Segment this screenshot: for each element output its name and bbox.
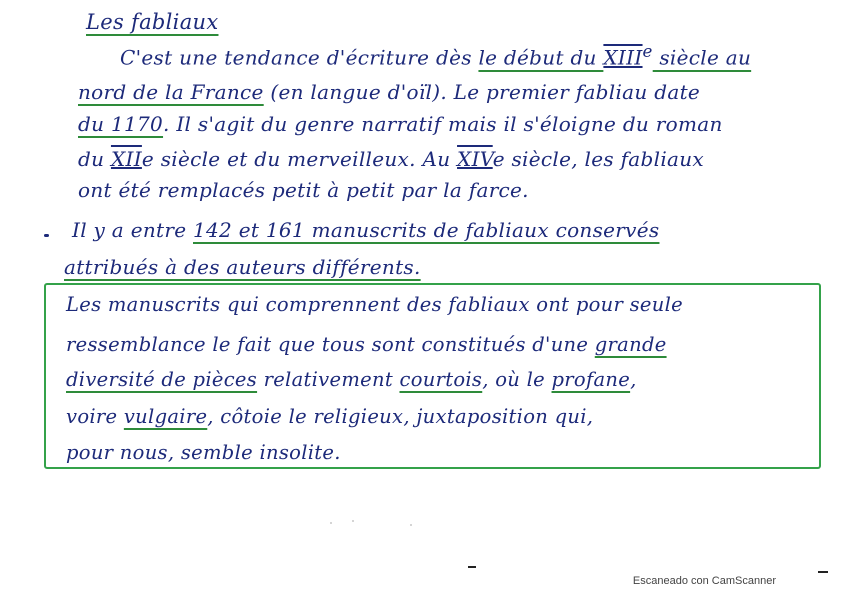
underlined-span: courtois xyxy=(399,368,483,391)
text-span: e siècle et du merveilleux. Au xyxy=(141,147,458,171)
underlined-span: nord de la France xyxy=(78,80,264,104)
underlined-span: le début du xyxy=(478,45,604,70)
text-span: ressemblance le fait que tous sont constitués d'une xyxy=(66,333,595,356)
text-span: . Il s'agit du genre narratif mais il s'éloigne du roman xyxy=(163,112,723,136)
text-line xyxy=(78,147,704,171)
text-span: Les manuscrits qui comprennent des fabliaux ont pour seule xyxy=(66,293,684,316)
text-span: , xyxy=(630,368,637,391)
text-line xyxy=(66,333,667,356)
text-line xyxy=(120,42,751,70)
bullet-dot xyxy=(44,234,49,237)
scan-speck xyxy=(330,522,332,524)
scan-speck xyxy=(410,524,412,526)
roman-numeral: XIII xyxy=(603,45,643,70)
underlined-span: vulgaire xyxy=(123,405,208,428)
text-line xyxy=(78,112,723,136)
text-span: voire xyxy=(66,405,124,428)
title-text: Les fabliaux xyxy=(86,10,219,34)
underlined-span: grande xyxy=(594,333,667,356)
underlined-span: 142 et 161 manuscrits de fabliaux conservés xyxy=(193,218,660,242)
text-line xyxy=(78,178,529,202)
text-span: du xyxy=(78,147,111,171)
underlined-span: diversité de pièces xyxy=(66,368,258,391)
text-span: ont été remplacés petit à petit par la farce. xyxy=(78,178,529,202)
text-line xyxy=(66,368,637,391)
text-line xyxy=(64,255,421,279)
text-line xyxy=(78,80,700,104)
scan-speck xyxy=(352,520,354,522)
text-span: (en langue d'oïl). xyxy=(263,80,454,104)
text-line xyxy=(66,441,341,464)
underlined-span: du 1170 xyxy=(78,112,164,136)
text-span: C'est une tendance d'écriture dès xyxy=(120,45,479,70)
scanner-watermark: Escaneado con CamScanner xyxy=(632,575,776,587)
page-title xyxy=(86,10,218,34)
text-line xyxy=(66,405,593,428)
text-span: Il y a entre xyxy=(72,218,193,242)
underlined-span: siècle au xyxy=(652,45,752,70)
roman-numeral: XII xyxy=(110,147,142,171)
text-span: , où le xyxy=(482,368,552,391)
text-span: Le premier fabliau date xyxy=(453,80,701,104)
text-line xyxy=(72,218,659,242)
scan-mark xyxy=(818,571,828,573)
roman-numeral: XIV xyxy=(457,147,493,171)
superscript: e xyxy=(642,42,653,61)
text-span: relativement xyxy=(257,368,400,391)
underlined-span: profane xyxy=(551,368,631,391)
scan-mark xyxy=(468,566,476,568)
underlined-span: attribués à des auteurs différents. xyxy=(64,255,421,279)
text-span: , côtoie le religieux, juxtaposition qui, xyxy=(207,405,594,428)
text-line xyxy=(66,293,683,316)
text-span: e siècle, les fabliaux xyxy=(492,147,705,171)
text-span: pour nous, semble insolite. xyxy=(66,441,341,464)
